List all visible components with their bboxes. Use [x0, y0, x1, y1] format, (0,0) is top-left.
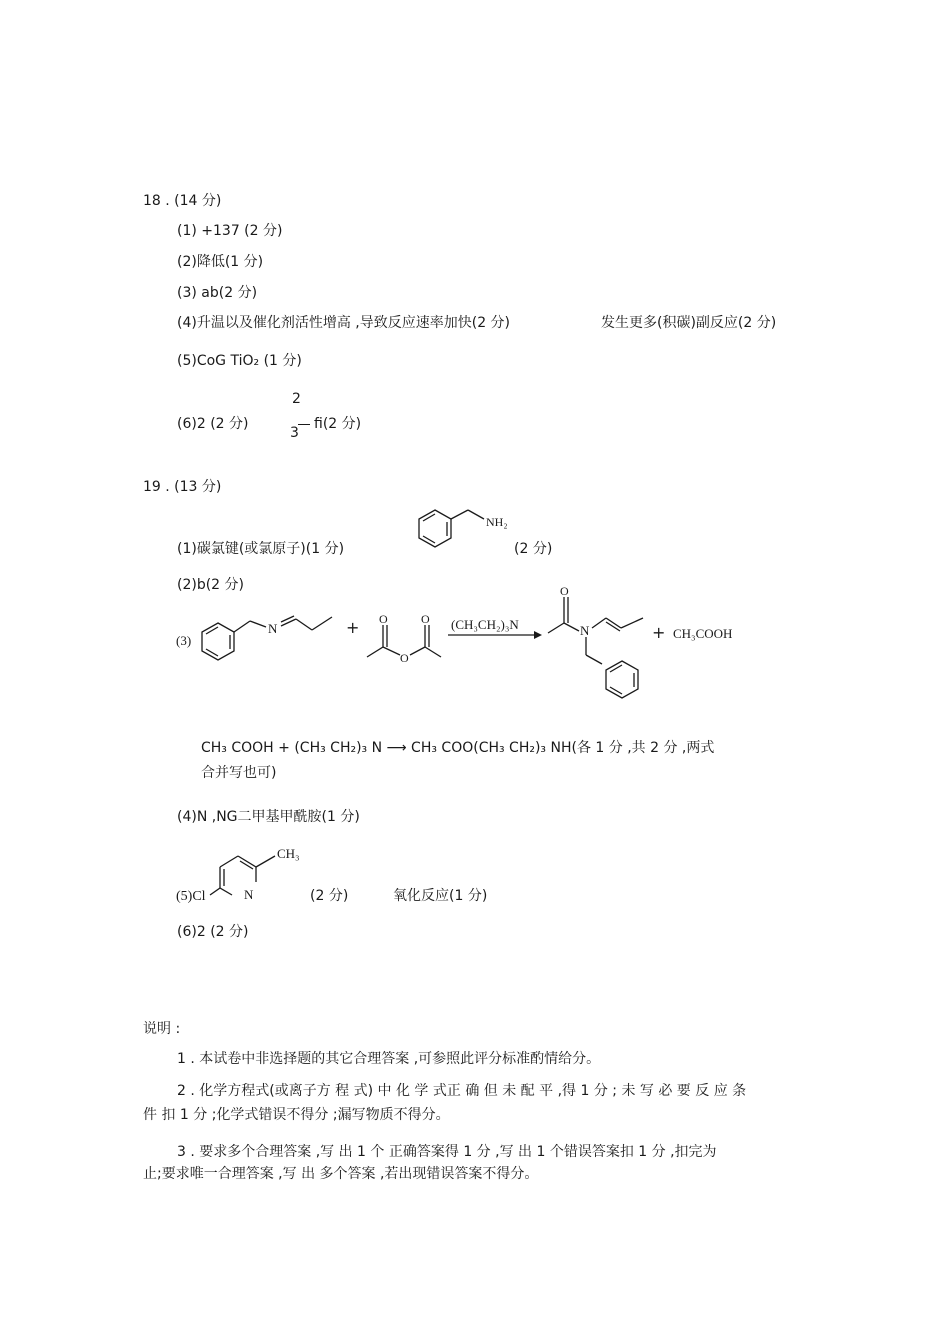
q19-answer-1-score: (2 分) [514, 541, 553, 557]
q19-answer-3-line-1: CH₃ COOH + (CH₃ CH₂)₃ N ⟶ CH₃ COO(CH₃ CH₂)₃ NH(各 1 分 ,共 2 分 ,两式 [201, 740, 715, 756]
notes-header: 说明 : [143, 1021, 181, 1037]
q18-answer-4b: 发生更多(积碳)副反应(2 分) [601, 315, 777, 331]
chloromethylpyridine-structure [172, 840, 322, 910]
note-3-line-1: 3 . 要求多个合理答案 ,写 出 1 个 正确答案得 1 分 ,写 出 1 个错误答案扣 1 分 ,扣完为 [177, 1144, 717, 1160]
q18-answer-6-suffix: fi(2 分) [314, 416, 362, 432]
q18-answer-6-denominator: 3 [290, 425, 299, 441]
acetic-acid-byproduct: CH₃COOH [673, 626, 733, 641]
q19-answer-3-line-2: 合并写也可) [201, 765, 277, 781]
plus-sign-2: + [652, 623, 666, 642]
q19-answer-3-label: (3) [176, 633, 192, 648]
q18-answer-6-numerator: 2 [292, 391, 301, 407]
q19-header: 19 . (13 分) [143, 479, 222, 495]
amide-nitrogen: N [580, 623, 590, 638]
q19-answer-1: (1)碳氯键(或氯原子)(1 分) [177, 541, 345, 557]
fraction-bar [298, 424, 310, 425]
q18-answer-1: (1) +137 (2 分) [177, 223, 283, 239]
note-2-line-1: 2 . 化学方程式(或离子方 程 式) 中 化 学 式正 确 但 未 配 平 ,得 1 分 ; 未 写 必 要 反 应 条 [177, 1083, 747, 1099]
note-1: 1 . 本试卷中非选择题的其它合理答案 ,可参照此评分标准酌情给分。 [177, 1051, 601, 1067]
benzylamine-structure [410, 505, 520, 555]
q19-answer-2: (2)b(2 分) [177, 577, 244, 593]
reaction-arrowhead [534, 631, 542, 639]
q18-answer-3: (3) ab(2 分) [177, 285, 258, 301]
plus-sign-1: + [346, 618, 360, 637]
q18-answer-4a: (4)升温以及催化剂活性增高 ,导致反应速率加快(2 分) [177, 315, 511, 331]
imine-nitrogen: N [268, 621, 278, 636]
methyl-group: CH₃ [277, 846, 300, 861]
q18-answer-5: (5)CoG TiO₂ (1 分) [177, 353, 302, 369]
q19-answer-6: (6)2 (2 分) [177, 924, 249, 940]
q19-answer-4: (4)N ,NG二甲基甲酰胺(1 分) [177, 809, 360, 825]
q19-answer-5-label: (5)Cl [176, 889, 206, 904]
note-3-line-2: 止;要求唯一合理答案 ,写 出 多个答案 ,若出现错误答案不得分。 [143, 1166, 539, 1182]
anhydride-carbonyl-o2: O [421, 612, 430, 626]
note-2-line-2: 件 扣 1 分 ;化学式错误不得分 ;漏写物质不得分。 [143, 1107, 450, 1123]
q18-header: 18 . (14 分) [143, 193, 222, 209]
q19-answer-5-score: (2 分) [310, 888, 349, 904]
reaction-condition: (CH₃CH₂)₃N [451, 617, 519, 632]
amine-label: NH₂ [486, 515, 508, 529]
amide-carbonyl-o: O [560, 585, 569, 598]
q18-answer-6-prefix: (6)2 (2 分) [177, 416, 249, 432]
reaction-scheme [170, 585, 770, 700]
anhydride-bridge-o: O [400, 651, 409, 665]
anhydride-carbonyl-o1: O [379, 612, 388, 626]
q19-answer-5-reaction-type: 氧化反应(1 分) [393, 888, 488, 904]
q18-answer-2: (2)降低(1 分) [177, 254, 264, 270]
pyridine-nitrogen: N [244, 887, 254, 902]
